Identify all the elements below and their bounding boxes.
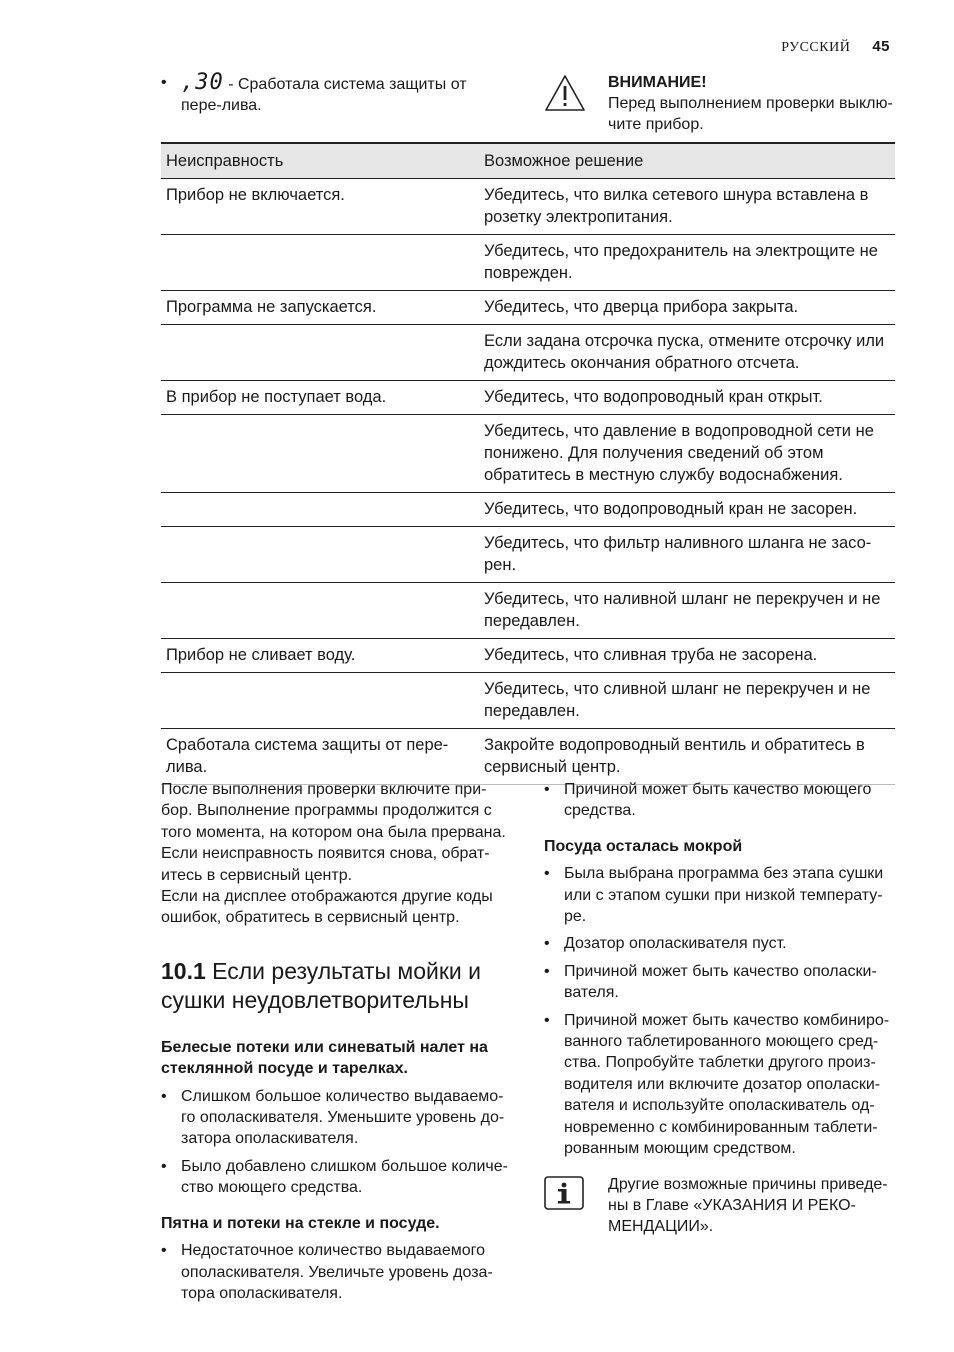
- solution-cell: Убедитесь, что сливная труба не засорена.: [474, 639, 895, 673]
- table-row: [161, 291, 895, 325]
- right-column: [544, 779, 894, 1238]
- section-heading: [161, 957, 511, 1015]
- column-header-problem: Неисправность: [161, 143, 474, 179]
- warning-title: ВНИМАНИЕ!: [608, 74, 707, 91]
- troubleshooting-table: [161, 142, 895, 785]
- problem-cell: Сработала система защиты от пере-лива.: [161, 729, 474, 785]
- table-row: [161, 493, 895, 527]
- solution-cell: Убедитесь, что предохранитель на электрощите не поврежден.: [474, 235, 895, 291]
- list-item: • Была выбрана программа без этапа сушки или с этапом сушки при низкой температу-ре.: [544, 863, 894, 927]
- info-box: [544, 1174, 894, 1238]
- table-row: [161, 179, 895, 235]
- problem-cell: [161, 493, 474, 527]
- list-item: • Дозатор ополаскивателя пуст.: [544, 933, 894, 954]
- list-item: • Недостаточное количество выдаваемого ополаскивателя. Увеличьте уровень доза-тора ополаскивателя.: [161, 1240, 511, 1304]
- solution-cell: Убедитесь, что водопроводный кран открыт.: [474, 381, 895, 415]
- solution-cell: Убедитесь, что фильтр наливного шланга не засо-рен.: [474, 527, 895, 583]
- table-row: [161, 381, 895, 415]
- solution-cell: Убедитесь, что сливной шланг не перекручен и не передавлен.: [474, 673, 895, 729]
- table-row: [161, 325, 895, 381]
- solution-cell: Убедитесь, что вилка сетевого шнура вставлена в розетку электропитания.: [474, 179, 895, 235]
- problem-cell: В прибор не поступает вода.: [161, 381, 474, 415]
- page-number: 45: [872, 38, 890, 55]
- overflow-note-text: - Сработала система защиты от пере-лива.: [181, 76, 467, 114]
- table-row: [161, 583, 895, 639]
- problem-cell: Прибор не сливает воду.: [161, 639, 474, 673]
- problem-cell: [161, 673, 474, 729]
- list-item: • Слишком большое количество выдаваемо-го ополаскивателя. Уменьшите уровень до-затора ополаскивателя.: [161, 1086, 511, 1150]
- solution-cell: Убедитесь, что давление в водопроводной сети не понижено. Для получения сведений об этом обратитесь в местную службу водоснабжения.: [474, 415, 895, 493]
- table-row: [161, 527, 895, 583]
- warning-icon: [544, 74, 586, 112]
- problem-cell: [161, 583, 474, 639]
- solution-cell: Закройте водопроводный вентиль и обратитесь в сервисный центр.: [474, 729, 895, 785]
- table-row: [161, 673, 895, 729]
- subheading-wet-dishes: Посуда осталась мокрой: [544, 837, 743, 855]
- column-header-solution: Возможное решение: [474, 143, 895, 179]
- section-title: Если результаты мойки и сушки неудовлетворительны: [161, 957, 481, 1013]
- language-label: РУССКИЙ: [781, 40, 851, 55]
- warning-text: Перед выполнением проверки выклю-чите прибор.: [608, 95, 893, 133]
- table-row: [161, 415, 895, 493]
- solution-cell: Убедитесь, что наливной шланг не перекручен и не передавлен.: [474, 583, 895, 639]
- problem-cell: [161, 415, 474, 493]
- other-codes-paragraph: Если на дисплее отображаются другие коды ошибок, обратитесь в сервисный центр.: [161, 888, 493, 927]
- info-text: Другие возможные причины приведе-ны в Главе «УКАЗАНИЯ И РЕКО-МЕНДАЦИИ».: [608, 1175, 888, 1236]
- section-number: 10.1: [161, 957, 206, 984]
- problem-cell: [161, 235, 474, 291]
- solution-cell: Убедитесь, что водопроводный кран не засорен.: [474, 493, 895, 527]
- problem-cell: Прибор не включается.: [161, 179, 474, 235]
- list-item: • Причиной может быть качество моющего средства.: [544, 779, 894, 822]
- solution-cell: Если задана отсрочка пуска, отмените отсрочку или дождитесь окончания обратного отсчета.: [474, 325, 895, 381]
- table-row: [161, 729, 895, 785]
- table-header-row: [161, 143, 895, 179]
- problem-cell: Программа не запускается.: [161, 291, 474, 325]
- list-item: • Причиной может быть качество комбиниро-ванного таблетированного моющего сред-ства. Попробуйте таблетки другого произ-водителя или включите дозатор ополаски-вателя и используйте ополаскиватель од-новременно с комбинированным таблети-рованным моющим средством.: [544, 1010, 894, 1160]
- list-item: • Причиной может быть качество ополаски-вателя.: [544, 961, 894, 1004]
- solution-cell: Убедитесь, что дверца прибора закрыта.: [474, 291, 895, 325]
- info-icon: [544, 1176, 584, 1210]
- display-code: ,30: [181, 70, 224, 95]
- list-item: • Было добавлено слишком большое количе-ство моющего средства.: [161, 1156, 511, 1199]
- warning-box: [544, 72, 899, 135]
- overflow-code-note: [161, 72, 511, 116]
- page-header: [781, 38, 890, 56]
- table-row: [161, 639, 895, 673]
- table-row: [161, 235, 895, 291]
- subheading-white-streaks: Белесые потеки или синеватый налет на стеклянной посуде и тарелках.: [161, 1038, 488, 1078]
- after-check-paragraph: После выполнения проверки включите при-бор. Выполнение программы продолжится с того момента, на котором она была прервана. Если неисправность появится снова, обрат-итесь в сервисный центр.: [161, 781, 506, 884]
- problem-cell: [161, 527, 474, 583]
- left-column: [161, 779, 511, 1304]
- problem-cell: [161, 325, 474, 381]
- subheading-stains: Пятна и потеки на стекле и посуде.: [161, 1214, 440, 1232]
